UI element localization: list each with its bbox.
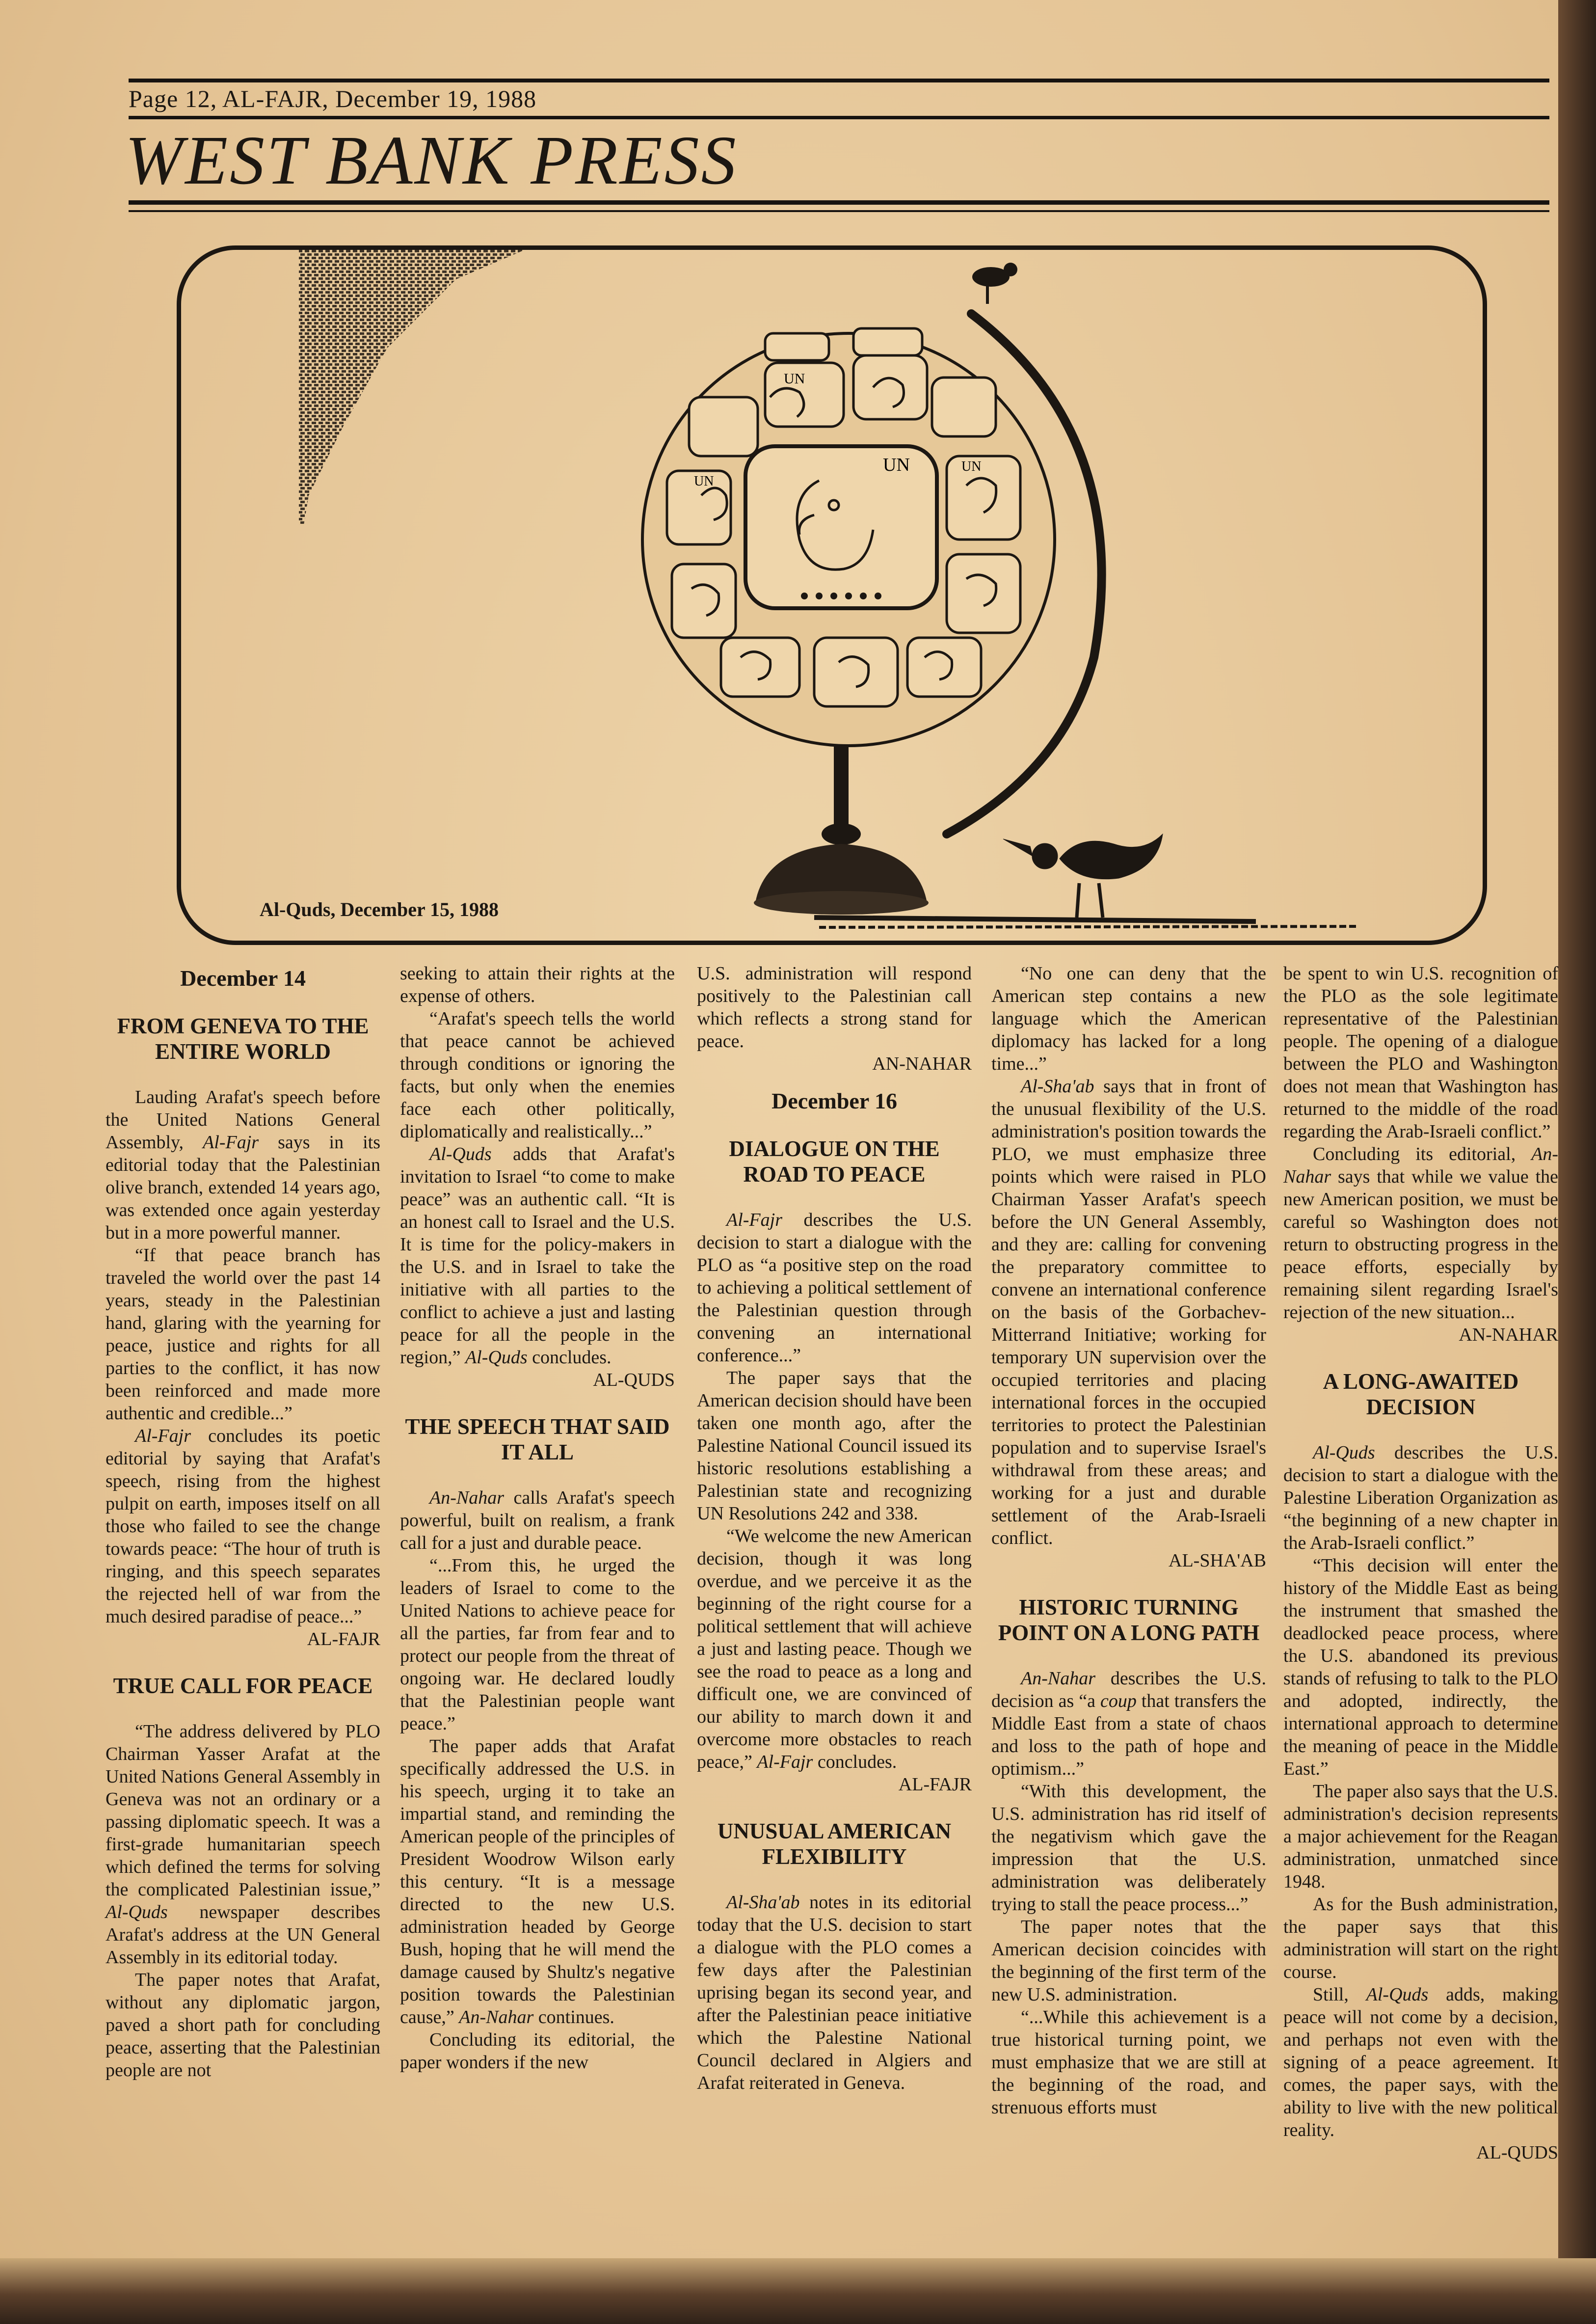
paragraph: Lauding Arafat's speech before the United Nations General Assembly, Al-Fajr says in its editorial today that the Palestinian olive branch, extended 14 years ago, was extended once again yesterday but in a more powerful manner. (106, 1087, 380, 1243)
paragraph: “We welcome the new American decision, though it was long overdue, and we perceive it as the beginning of the right course for a political settlement that will achieve a just and lasting peace. Though we see the road to peace as a long and difficult one, we are convinced of our ability to march down it and overcome more obstacles to reach peace,” Al-Fajr concludes. (697, 1526, 972, 1772)
shaded-wall-texture (299, 250, 525, 525)
paragraph: Concluding its editorial, An-Nahar says that while we value the new American position, we must be careful so Washington does not return to obstructing progress in the peace efforts, especially by remaining silent regarding Israel's rejection of the new situation... (1283, 1144, 1558, 1323)
paragraph: Concluding its editorial, the paper wonders if the new (400, 2029, 675, 2073)
paragraph: “With this development, the U.S. administration has rid itself of the negativism which gave the impression that the U.S. administration was deliberately trying to stall the peace process...” (991, 1781, 1266, 1915)
paragraph: Al-Fajr describes the U.S. decision to start a dialogue with the PLO as “a positive step on the road to achieving a political settlement of the Palestinian question through convening an international conference...” (697, 1210, 972, 1366)
source-signature: AL-SHA'AB (1169, 1550, 1266, 1571)
source-signature: AL-QUDS (1476, 2142, 1558, 2163)
source-name: Al-Quds (429, 1144, 492, 1164)
paragraph: “This decision will enter the history of the Middle East as being the instrument that smashed the deadlocked peace process, where the U.S. abandoned its previous stands of refusing to talk to the PLO and adopted, indirectly, the international approach to determine the meaning of peace in the Middle East.” (1283, 1555, 1558, 1779)
source-name: Al-Quds (1313, 1442, 1375, 1463)
globe-base (754, 746, 929, 915)
paragraph: As for the Bush administration, the paper says that this administration will start on the right course. (1283, 1894, 1558, 1982)
section-title: WEST BANK PRESS (125, 121, 738, 199)
headline: UNUSUAL AMERICAN FLEXIBILITY (717, 1819, 952, 1869)
source-name: Al-Quds (1366, 1984, 1429, 2005)
paragraph: An-Nahar describes the U.S. decision as “a coup that transfers the Middle East from a state of chaos and loss to the path of hope and optimism...” (991, 1668, 1266, 1779)
cartoon-drawing (181, 250, 1483, 941)
source-signature: AL-FAJR (307, 1629, 380, 1649)
source-name: Al-Fajr (757, 1752, 813, 1772)
editorial-cartoon (177, 245, 1487, 945)
paragraph: Al-Quds adds that Arafat's invitation to Israel “to come to make peace” was an authentic call. “It is an honest call to Israel and the U.S. It is time for the policy-makers in the U.S. and in Israel to take the initiative with all parties to the conflict to achieve a just and lasting peace for all the people in the region,” Al-Quds concludes. (400, 1144, 675, 1368)
paragraph: Al-Sha'ab notes in its editorial today that the U.S. decision to start a dialogue with the PLO comes a few days after the Palestinian uprising began its second year, and after the Palestinian peace initiative which the Palestine National Council declared in Algiers and Arafat reiterated in Geneva. (697, 1892, 972, 2093)
source-name: An-Nahar (1283, 1144, 1558, 1187)
paragraph: be spent to win U.S. recognition of the PLO as the sole legitimate representative of the Palestinian people. The opening of a dialogue between the PLO and Washington does not mean that Washington has returned to the middle of the road regarding the Arab-Israeli conflict.” (1283, 963, 1558, 1142)
source-name: Al-Sha'ab (726, 1892, 800, 1913)
source-name: Al-Fajr (203, 1132, 259, 1153)
column-4 (991, 962, 1266, 2119)
headline: DIALOGUE ON THE ROAD TO PEACE (729, 1136, 940, 1187)
headline: TRUE CALL FOR PEACE (113, 1674, 373, 1698)
page-folio: Page 12, AL-FAJR, December 19, 1988 (129, 85, 537, 112)
headline: FROM GENEVA TO THE ENTIRE WORLD (117, 1014, 369, 1064)
source-signature: AL-FAJR (898, 1774, 972, 1795)
source-name: An-Nahar (429, 1487, 504, 1508)
paragraph: “...From this, he urged the leaders of Israel to come to the United Nations to achieve peace for all the parties, far from fear and to protect our people from the threat of ongoing war. He declared loudly that the Palestinian people want peace.” (400, 1555, 675, 1734)
masthead-rule-thin (129, 210, 1549, 212)
top-rule (129, 79, 1549, 82)
paragraph: U.S. administration will respond positively to the Palestinian call which reflects a strong stand for peace. (697, 963, 972, 1052)
un-label: UN (784, 371, 805, 387)
paragraph: The paper says that the American decision should have been taken one month ago, after the Palestine National Council issued its historic resolutions establishing a Palestinian state and recognizing UN Resolutions 242 and 338. (697, 1368, 972, 1524)
paragraph: The paper notes that Arafat, without any diplomatic jargon, paved a short path for concluding peace, asserting that the Palestinian people are not (106, 1970, 380, 2081)
column-5 (1283, 962, 1558, 2167)
column-2 (400, 962, 675, 2074)
source-signature: AN-NAHAR (1459, 1324, 1558, 1345)
dateline: December 16 (771, 1088, 897, 1113)
column-1 (106, 962, 380, 2081)
source-name: An-Nahar (459, 2007, 534, 2027)
source-signature: AN-NAHAR (872, 1054, 972, 1074)
source-name: Al-Quds (465, 1347, 528, 1368)
paragraph: “No one can deny that the American step contains a new language which the American diplomacy has lacked for a long time...” (991, 963, 1266, 1074)
paragraph: Al-Quds describes the U.S. decision to start a dialogue with the Palestine Liberation Organization as “the beginning of a new chapter in the Arab-Israeli conflict.” (1283, 1442, 1558, 1553)
un-label: UN (694, 474, 714, 489)
paragraph: The paper notes that the American decision coincides with the beginning of the first term of the new U.S. administration. (991, 1917, 1266, 2005)
binding-edge-bottom (0, 2258, 1596, 2324)
globe-of-screens (642, 328, 1055, 746)
paragraph: The paper adds that Arafat specifically addressed the U.S. in his speech, urging it to take an impartial stand, and reminding the American people of the principles of President Woodrow Wilson early this century. “It is a message directed to the new U.S. administration headed by George Bush, hoping that he will mend the damage caused by Shultz's negative position towards the Palestinian cause,” An-Nahar continues. (400, 1736, 675, 2027)
un-label: UN (883, 455, 910, 475)
bird-on-ground (1003, 834, 1163, 918)
paragraph: “The address delivered by PLO Chairman Yasser Arafat at the United Nations General Assembly in Geneva was not an ordinary or a passing diplomatic speech. It was a first-grade humanitarian speech which defined the terms for solving the complicated Palestinian issue,” Al-Quds newspaper describes Arafat's address at the UN General Assembly in its editorial today. (106, 1721, 380, 1968)
source-name: An-Nahar (1021, 1668, 1095, 1689)
paragraph: seeking to attain their rights at the expense of others. (400, 963, 675, 1006)
paragraph: An-Nahar calls Arafat's speech powerful, built on realism, a frank call for a just and durable peace. (400, 1487, 675, 1553)
paragraph: “Arafat's speech tells the world that peace cannot be achieved through conditions or ignoring the facts, but only when the enemies face each other politically, diplomatically and realistically...” (400, 1008, 675, 1142)
headline: THE SPEECH THAT SAID IT ALL (405, 1414, 670, 1464)
bird-on-globe (972, 263, 1017, 304)
paragraph: “...While this achievement is a true historical turning point, we must emphasize that we are still at the beginning of the road, and strenuous efforts must (991, 2007, 1266, 2118)
ground-line (814, 918, 1256, 921)
emphasis: coup (1100, 1691, 1137, 1711)
paragraph: Al-Fajr concludes its poetic editorial by saying that Arafat's speech, rising from the highest pulpit on earth, imposes itself on all those who failed to see the change towards peace: “The hour of truth is ringing, and this speech separates the rejected hell of war from the much desired paradise of peace...” (106, 1426, 380, 1627)
column-3 (697, 962, 972, 2094)
source-name: Al-Quds (106, 1902, 168, 1922)
paragraph: Still, Al-Quds adds, making peace will not come by a decision, and perhaps not even with the signing of a peace agreement. It comes, the paper says, with the ability to live with the new political reality. (1283, 1984, 1558, 2140)
dateline: December 14 (180, 966, 306, 991)
source-name: Al-Fajr (135, 1426, 191, 1446)
headline: HISTORIC TURNING POINT ON A LONG PATH (998, 1595, 1260, 1645)
source-signature: AL-QUDS (593, 1370, 675, 1390)
source-name: Al-Fajr (726, 1210, 782, 1230)
source-name: Al-Sha'ab (1021, 1076, 1094, 1097)
paragraph: The paper also says that the U.S. administration's decision represents a major achievement for the Reagan administration, unmatched since 1948. (1283, 1781, 1558, 1892)
headline: A LONG-AWAITED DECISION (1323, 1369, 1519, 1419)
masthead-rule (129, 200, 1549, 205)
paragraph: “If that peace branch has traveled the world over the past 14 years, steady in the Palestinian hand, glaring with the yearning for peace, justice and rights for all parties to the conflict, it has now been reinforced and made more authentic and credible...” (106, 1245, 380, 1424)
cartoon-credit: Al-Quds, December 15, 1988 (260, 898, 499, 920)
binding-edge-right (1558, 0, 1596, 2324)
un-label: UN (961, 459, 982, 474)
ground-hatching (819, 926, 1359, 927)
paragraph: Al-Sha'ab says that in front of the unusual flexibility of the U.S. administration's position towards the PLO, we must emphasize three points which were raised in PLO Chairman Yasser Arafat's speech before the UN General Assembly, and they are: calling for convening the preparatory committee to convene an international conference on the basis of the Gorbachev-Mitterrand Initiative; working for temporary UN supervision over the occupied territories and placing international forces in the occupied territories to protect the Palestinian population and to supervise Israel's withdrawal from these areas; and working for a just and durable settlement of the Arab-Israeli conflict. (991, 1076, 1266, 1548)
folio-rule (129, 116, 1549, 119)
